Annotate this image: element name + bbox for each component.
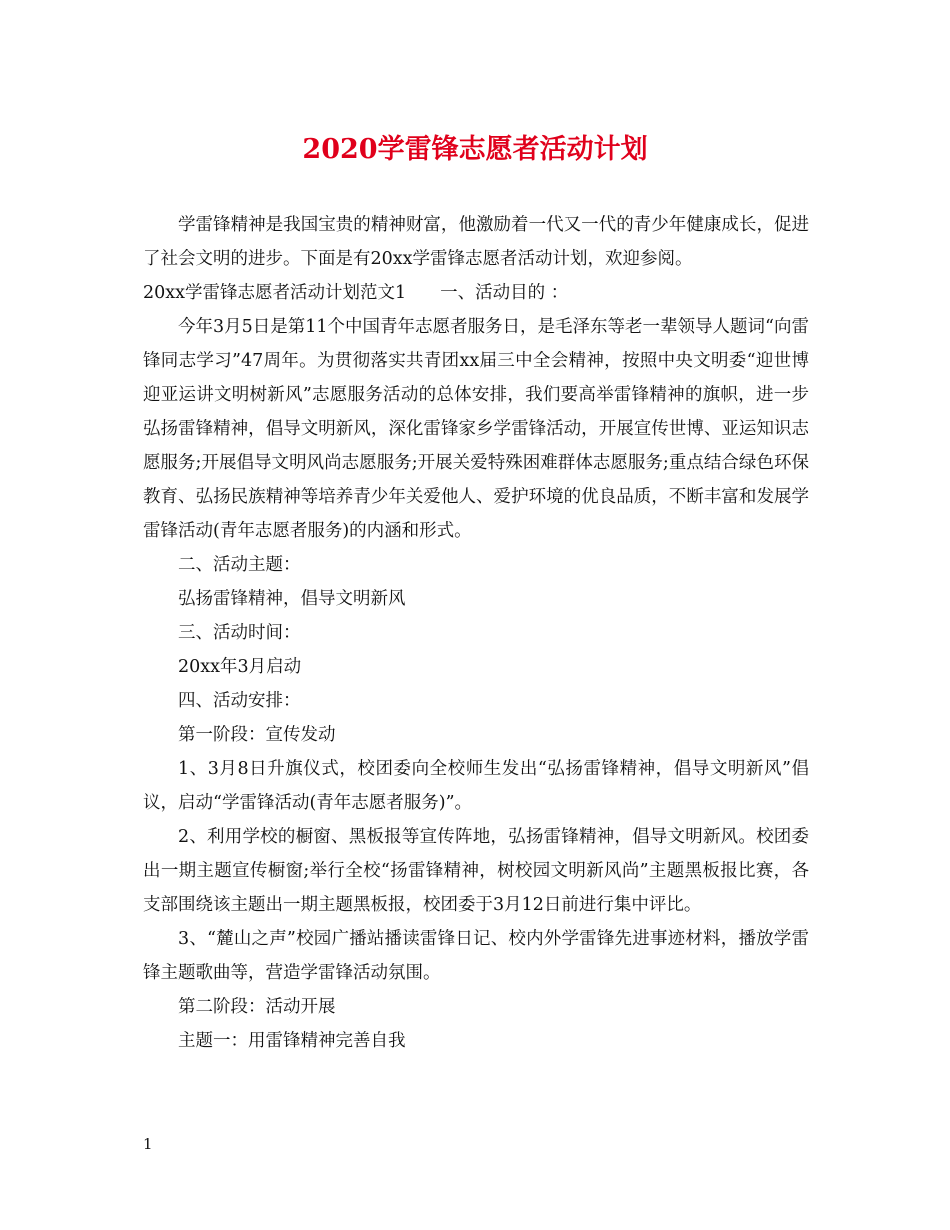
page-number: 1 bbox=[143, 1135, 153, 1153]
paragraph-intro: 学雷锋精神是我国宝贵的精神财富，他激励着一代又一代的青少年健康成长，促进了社会文明的进步。下面是有20xx学雷锋志愿者活动计划，欢迎参阅。 bbox=[143, 215, 809, 269]
topic1-heading: 主题一：用雷锋精神完善自我 bbox=[178, 1031, 406, 1051]
arrange-heading: 四、活动安排： bbox=[178, 691, 301, 711]
sample-heading-left: 20xx学雷锋志愿者活动计划范文1 bbox=[143, 283, 407, 303]
sample-heading bbox=[143, 276, 809, 310]
paragraph-purpose: 今年3月5日是第11个中国青年志愿者服务日，是毛泽东等老一辈领导人题词“向雷锋同志学习”47周年。为贯彻落实共青团xx届三中全会精神，按照中央文明委“迎世博迎亚运讲文明树新风”志愿服务活动的总体安排，我们要高举雷锋精神的旗帜，进一步弘扬雷锋精神，倡导文明新风，深化雷锋家乡学雷锋活动，开展宣传世博、亚运知识志愿服务;开展倡导文明风尚志愿服务;开展关爱特殊困难群体志愿服务;重点结合绿色环保教育、弘扬民族精神等培养青少年关爱他人、爱护环境的优良品质，不断丰富和发展学雷锋活动(青年志愿者服务)的内涵和形式。 bbox=[143, 317, 809, 541]
time-heading: 三、活动时间： bbox=[178, 623, 301, 643]
paragraph-time: 20xx年3月启动 bbox=[178, 657, 302, 677]
document-body bbox=[143, 208, 809, 1058]
purpose-heading: 一、活动目的 ： bbox=[440, 283, 569, 303]
theme-heading: 二、活动主题： bbox=[178, 555, 301, 575]
document-title: 2020学雷锋志愿者活动计划 bbox=[302, 134, 648, 165]
paragraph-item2: 2、利用学校的橱窗、黑板报等宣传阵地，弘扬雷锋精神，倡导文明新风。校团委出一期主题宣传橱窗;举行全校“扬雷锋精神，树校园文明新风尚”主题黑板报比赛，各支部围绕该主题出一期主题黑板报，校团委于3月12日前进行集中评比。 bbox=[143, 827, 809, 915]
paragraph-item3: 3、“麓山之声”校园广播站播读雷锋日记、校内外学雷锋先进事迹材料，播放学雷锋主题歌曲等，营造学雷锋活动氛围。 bbox=[143, 929, 809, 983]
paragraph-item1: 1、3月8日升旗仪式，校团委向全校师生发出“弘扬雷锋精神，倡导文明新风”倡议，启动“学雷锋活动(青年志愿者服务)”。 bbox=[143, 759, 809, 813]
stage1-heading: 第一阶段：宣传发动 bbox=[178, 725, 336, 745]
stage2-heading: 第二阶段：活动开展 bbox=[178, 997, 336, 1017]
paragraph-theme: 弘扬雷锋精神，倡导文明新风 bbox=[178, 589, 406, 609]
